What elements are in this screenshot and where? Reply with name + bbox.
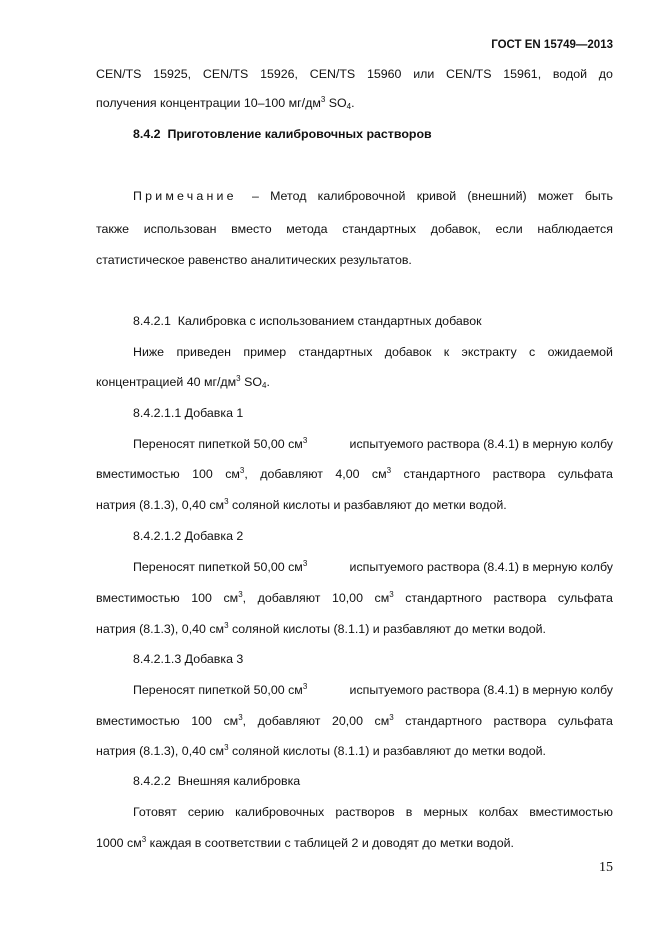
word: [372, 466, 391, 482]
s8421-line2: [96, 374, 270, 390]
word: или: [413, 67, 435, 81]
superscript: 3: [238, 590, 243, 599]
word: до: [598, 67, 613, 81]
text-part: Переносят пипеткой 50,00 см: [133, 437, 303, 451]
addition-1-line2: [96, 466, 613, 482]
text: натрия (8.1.3), 0,40 см: [96, 744, 225, 758]
word: CEN/TS: [202, 67, 249, 81]
word: раствора: [492, 467, 546, 481]
word: серию: [187, 805, 225, 819]
text-part: см: [374, 714, 390, 728]
text: испытуемого раствора (8.4.1) в мерную колбу: [346, 437, 613, 451]
word: вместо: [231, 222, 272, 236]
word: колбах: [478, 805, 519, 819]
superscript: 3: [389, 713, 394, 722]
word: ожидаемой: [547, 345, 613, 359]
text: SO: [240, 375, 262, 389]
word: растворов: [335, 805, 395, 819]
subscript: 4: [261, 381, 267, 390]
section-title: Приготовление калибровочных растворов: [167, 127, 432, 141]
superscript: 3: [302, 682, 308, 691]
word: быть: [584, 189, 613, 203]
word: CEN/TS: [446, 67, 492, 81]
superscript: 3: [239, 466, 245, 475]
word: сульфата: [557, 714, 613, 728]
word: сульфата: [557, 467, 613, 481]
word: CEN/TS: [96, 67, 142, 81]
text-part: см: [223, 591, 239, 605]
addition-2-line2: [96, 590, 613, 606]
text-part: см: [374, 591, 390, 605]
paragraph-cen-ts-line2: [96, 95, 355, 111]
word: с: [529, 345, 536, 359]
word: добавляют: [257, 591, 321, 605]
addition-2-line1: [133, 559, 613, 575]
s8422-line2: [96, 835, 514, 851]
word: калибровочных: [235, 805, 325, 819]
word: [223, 713, 246, 729]
word: вместимостью: [96, 467, 180, 481]
word: Готовят: [133, 805, 177, 819]
word: [225, 466, 248, 482]
text: [133, 682, 307, 698]
addition-3-line2: [96, 713, 613, 729]
text: соляной кислоты (8.1.1) и разбавляют до метки водой.: [228, 744, 546, 758]
s8421-line1: [133, 344, 613, 360]
subscript: 4: [346, 102, 352, 111]
superscript: 3: [236, 374, 241, 383]
note-line2: [96, 221, 613, 237]
word: 10,00: [331, 591, 363, 605]
addition-2-heading: 8.4.2.1.2 Добавка 2: [133, 529, 244, 543]
word: наблюдается: [537, 222, 613, 236]
s8422-line1: [133, 804, 613, 820]
word: если: [495, 222, 523, 236]
word: вместимостью: [96, 591, 180, 605]
word: 15925,: [153, 67, 192, 81]
text: .: [351, 96, 355, 110]
word: стандартного: [403, 467, 481, 481]
word: пример: [243, 345, 287, 359]
text: получения концентрации 10–100 мг/дм: [96, 96, 321, 110]
word: Ниже: [133, 345, 165, 359]
note-line1: [133, 188, 613, 204]
section-heading-8-4-2: [133, 126, 432, 142]
text: SO: [325, 96, 347, 110]
addition-3-heading: 8.4.2.1.3 Добавка 3: [133, 652, 244, 666]
word: калибровочной: [317, 189, 406, 203]
superscript: 3: [224, 743, 229, 752]
text: испытуемого раствора (8.4.1) в мерную колбу: [346, 560, 613, 574]
text-part: ,: [242, 714, 247, 728]
word: раствора: [493, 714, 547, 728]
text: соляной кислоты (8.1.1) и разбавляют до метки водой.: [228, 622, 546, 636]
addition-2-line3: [96, 621, 546, 637]
word: стандартных: [298, 345, 373, 359]
word: 15961,: [503, 67, 542, 81]
superscript: 3: [302, 559, 308, 568]
word: [375, 590, 394, 606]
word: добавок: [384, 345, 432, 359]
page-number: 15: [599, 860, 613, 875]
word: к: [443, 345, 450, 359]
text-part: см: [225, 467, 240, 481]
section-number: 8.4.2: [133, 127, 161, 141]
text: соляной кислоты и разбавляют до метки водой.: [228, 498, 507, 512]
word: приведен: [176, 345, 231, 359]
text-part: ,: [244, 467, 248, 481]
superscript: 3: [238, 713, 243, 722]
superscript: 3: [302, 436, 308, 445]
text: натрия (8.1.3), 0,40 см: [96, 498, 225, 512]
word: также: [96, 222, 130, 236]
superscript: 3: [320, 95, 326, 104]
addition-3-line1: [133, 682, 613, 698]
text: 1000 см: [96, 836, 142, 850]
text: натрия (8.1.3), 0,40 см: [96, 622, 225, 636]
addition-1-line1: [133, 436, 613, 452]
text: .: [266, 375, 270, 389]
word: экстракту: [461, 345, 517, 359]
word: 100: [192, 467, 213, 481]
word: 15926,: [260, 67, 298, 81]
word: стандартного: [405, 591, 482, 605]
word: вместимостью: [529, 805, 613, 819]
word: в: [405, 805, 413, 819]
word: может: [537, 189, 574, 203]
word: CEN/TS: [309, 67, 356, 81]
word: добавок,: [430, 222, 481, 236]
superscript: 3: [224, 621, 229, 630]
word: 4,00: [335, 467, 360, 481]
text: [133, 559, 307, 575]
text-part: ,: [242, 591, 247, 605]
word: –: [251, 189, 259, 203]
word: 20,00: [331, 714, 363, 728]
word: Метод: [270, 189, 307, 203]
word: стандартного: [405, 714, 482, 728]
text: [133, 436, 307, 452]
superscript: 3: [389, 590, 394, 599]
word: добавляют: [260, 467, 323, 481]
subsection-heading-8-4-2-1: 8.4.2.1 Калибровка с использованием стандартных добавок: [133, 314, 482, 328]
word: [375, 713, 394, 729]
word: 100: [191, 591, 212, 605]
addition-1-line3: [96, 497, 507, 513]
superscript: 3: [386, 466, 392, 475]
paragraph-cen-ts-line1: [96, 66, 613, 82]
word: 15960: [366, 67, 402, 81]
word: сульфата: [557, 591, 613, 605]
text-part: см: [371, 467, 387, 481]
note-label: Примечание: [133, 189, 237, 203]
word: мерных: [423, 805, 468, 819]
subsection-heading-8-4-2-2: 8.4.2.2 Внешняя калибровка: [133, 774, 301, 788]
addition-1-heading: 8.4.2.1.1 Добавка 1: [133, 406, 244, 420]
addition-3-line3: [96, 743, 546, 759]
document-header: ГОСТ EN 15749—2013: [491, 39, 613, 51]
text-part: см: [223, 714, 239, 728]
text: испытуемого раствора (8.4.1) в мерную колбу: [346, 683, 613, 697]
word: раствора: [493, 591, 547, 605]
word: (внешний): [467, 189, 527, 203]
text: каждая в соответствии с таблицей 2 и доводят до метки водой.: [146, 836, 514, 850]
text-part: Переносят пипеткой 50,00 см: [133, 560, 303, 574]
word: стандартных: [342, 222, 417, 236]
word: 100: [191, 714, 212, 728]
word: использован: [143, 222, 217, 236]
superscript: 3: [141, 835, 147, 844]
word: добавляют: [257, 714, 321, 728]
superscript: 3: [224, 497, 229, 506]
note-line3: статистическое равенство аналитических результатов.: [96, 253, 412, 267]
word: метода: [286, 222, 328, 236]
word: вместимостью: [96, 714, 180, 728]
word: кривой: [416, 189, 457, 203]
text: концентрацией 40 мг/дм: [96, 375, 237, 389]
word: водой: [552, 67, 588, 81]
word: [223, 590, 246, 606]
text-part: Переносят пипеткой 50,00 см: [133, 683, 303, 697]
